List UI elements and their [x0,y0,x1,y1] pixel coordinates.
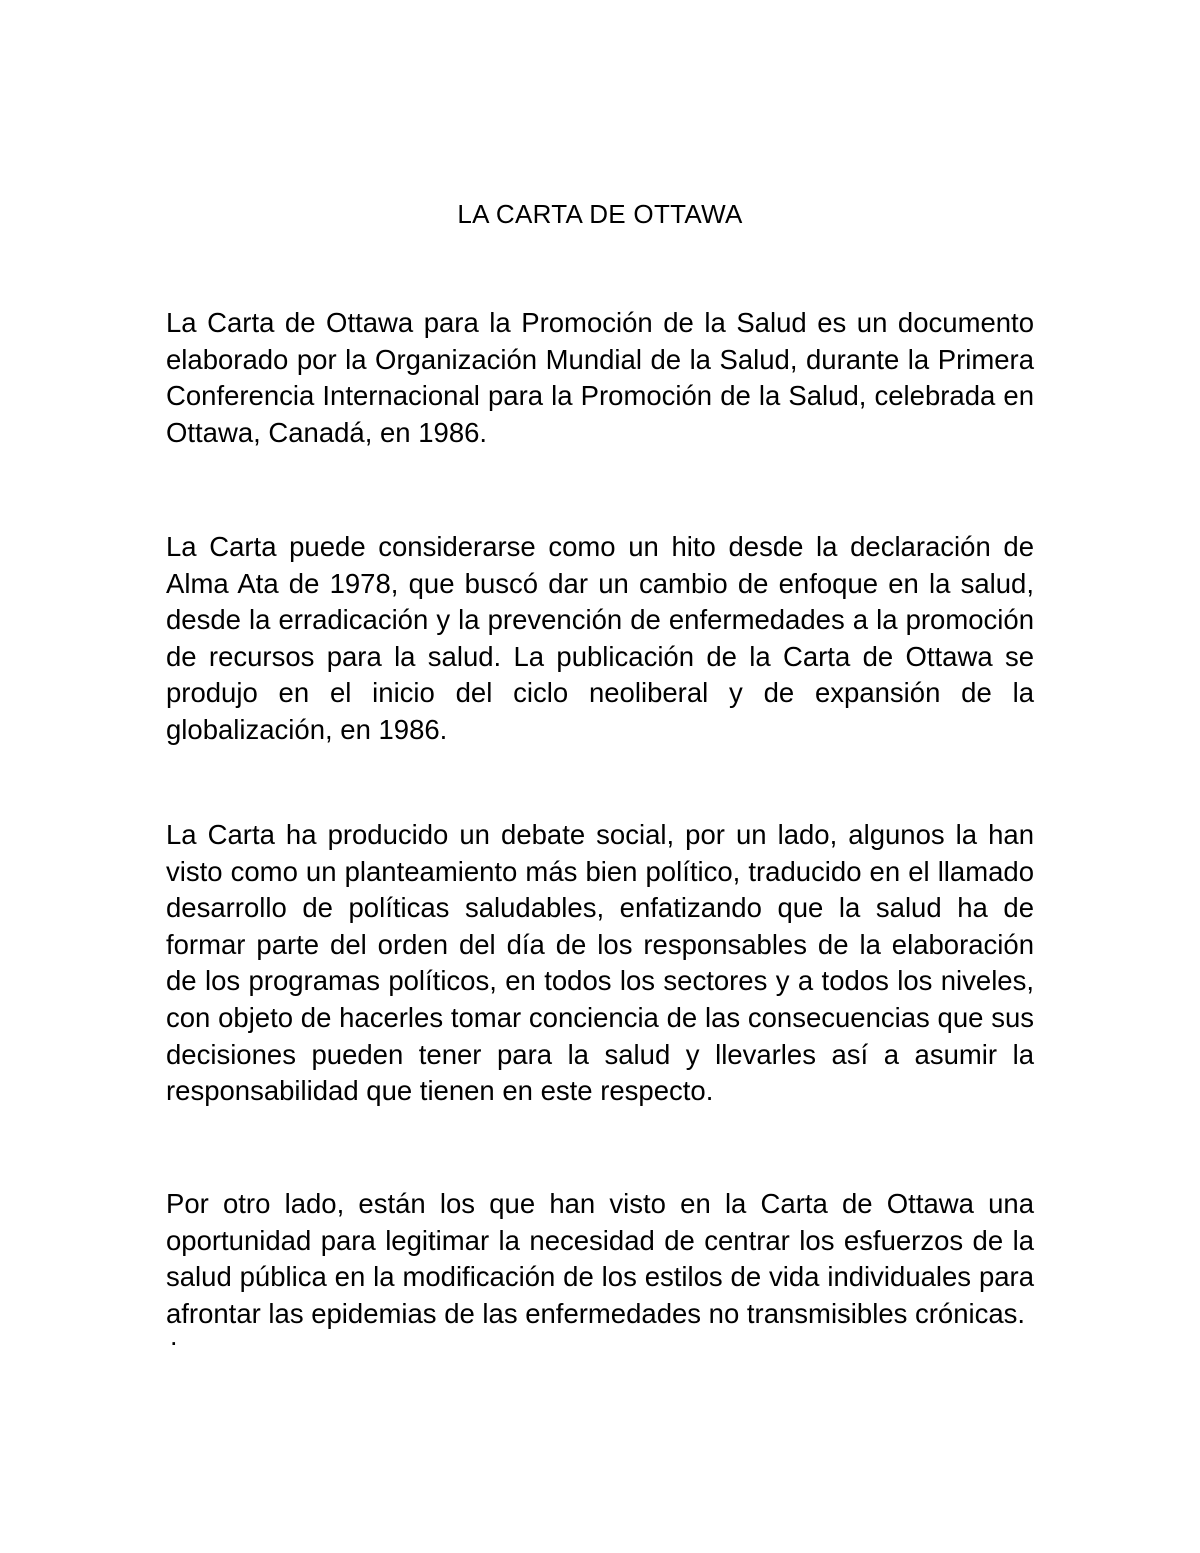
paragraph-2: La Carta puede considerarse como un hito desde la declaración de Alma Ata de 1978, que buscó dar un cambio de enfoque en la salud, desde la erradicación y la prevención de enfermedades a la promoción de recursos para la salud. La publicación de la Carta de Ottawa se produjo en el inicio del ciclo neoliberal y de expansión de la globalización, en 1986. [166,531,1034,745]
document-title: LA CARTA DE OTTAWA [457,199,743,229]
paragraph-4: Por otro lado, están los que han visto en la Carta de Ottawa una oportunidad para legitimar la necesidad de centrar los esfuerzos de la salud pública en la modificación de los estilos de vida individuales para afrontar las epidemias de las enfermedades no transmisibles crónicas. [166,1188,1034,1329]
trailing-period: . [170,1321,178,1351]
paragraph-1: La Carta de Ottawa para la Promoción de la Salud es un documento elaborado por la Organización Mundial de la Salud, durante la Primera Conferencia Internacional para la Promoción de la Salud, celebrada en Ottawa, Canadá, en 1986. [166,307,1034,448]
paragraph-3: La Carta ha producido un debate social, por un lado, algunos la han visto como un planteamiento más bien político, traducido en el llamado desarrollo de políticas saludables, enfatizando que la salud ha de formar parte del orden del día de los responsables de la elaboración de los programas políticos, en todos los sectores y a todos los niveles, con objeto de hacerles tomar conciencia de las consecuencias que sus decisiones pueden tener para la salud y llevarles así a asumir la responsabilidad que tienen en este respecto. [166,819,1034,1107]
